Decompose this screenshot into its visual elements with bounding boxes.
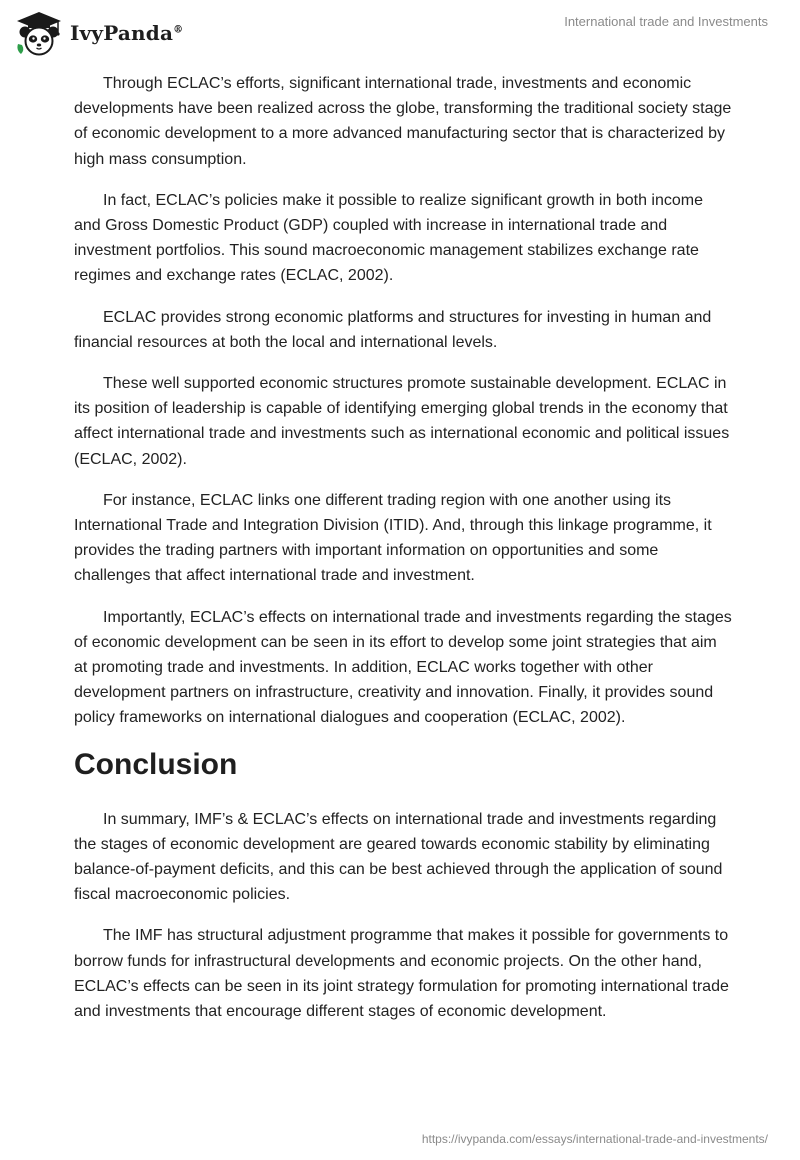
source-url[interactable]: https://ivypanda.com/essays/international-trade-and-investments/ <box>421 1132 768 1146</box>
paragraph: The IMF has structural adjustment programme that makes it possible for governments to borrow funds for infrastructural developments and economic projects. On the other hand, ECLAC’s effects can be seen in its joint strategy formulation for promoting international trade and investments that encourage different stages of economic development. <box>74 927 729 1021</box>
paragraph: In summary, IMF’s & ECLAC’s effects on international trade and investments regarding the stages of economic development are geared towards economic stability by eliminating balance-of-payment deficits, and this can be best achieved through the application of sound fiscal macroeconomic policies. <box>74 810 723 904</box>
ivypanda-logo[interactable] <box>14 8 183 58</box>
paragraph: For instance, ECLAC links one different trading region with one another using its International Trade and Integration Division (ITID). And, through this linkage programme, it provides the trading partners with important information on opportunities and some challenges that affect international trade and investment. <box>74 491 712 585</box>
paragraph: ECLAC provides strong economic platforms and structures for investing in human and financial resources at both the local and international levels. <box>74 308 712 351</box>
paragraph: These well supported economic structures promote sustainable development. ECLAC in its position of leadership is capable of identifying emerging global trends in the economy that affect international trade and investments such as international economic and political issues (ECLAC, 2002). <box>74 375 730 468</box>
conclusion-heading: Conclusion <box>74 747 238 781</box>
page-header <box>0 0 800 70</box>
essay-body <box>74 71 734 1040</box>
paragraph: In fact, ECLAC’s policies make it possible to realize significant growth in both income and Gross Domestic Product (GDP) coupled with increase in international trade and investment portfolios. This sound macroeconomic management stabilizes exchange rate regimes and exchange rates (ECLAC, 2002). <box>74 191 703 285</box>
paragraph: Through ECLAC’s efforts, significant international trade, investments and economic developments have been realized across the globe, transforming the traditional society stage of economic development to a more advanced manufacturing sector that is characterized by high mass consumption. <box>74 75 732 168</box>
paragraph: Importantly, ECLAC’s effects on international trade and investments regarding the stages of economic development can be seen in its effort to develop some joint strategies that aim at promoting trade and investments. In addition, ECLAC works together with other development partners on infrastructure, creativity and innovation. Finally, it provides sound policy frameworks on international dialogues and cooperation (ECLAC, 2002). <box>74 608 732 727</box>
brand-text: IvyPanda <box>70 21 174 45</box>
document-title: International trade and Investments <box>564 14 768 29</box>
registered-mark: ® <box>173 24 184 36</box>
panda-graduate-icon <box>14 8 64 58</box>
brand-name <box>70 21 183 45</box>
